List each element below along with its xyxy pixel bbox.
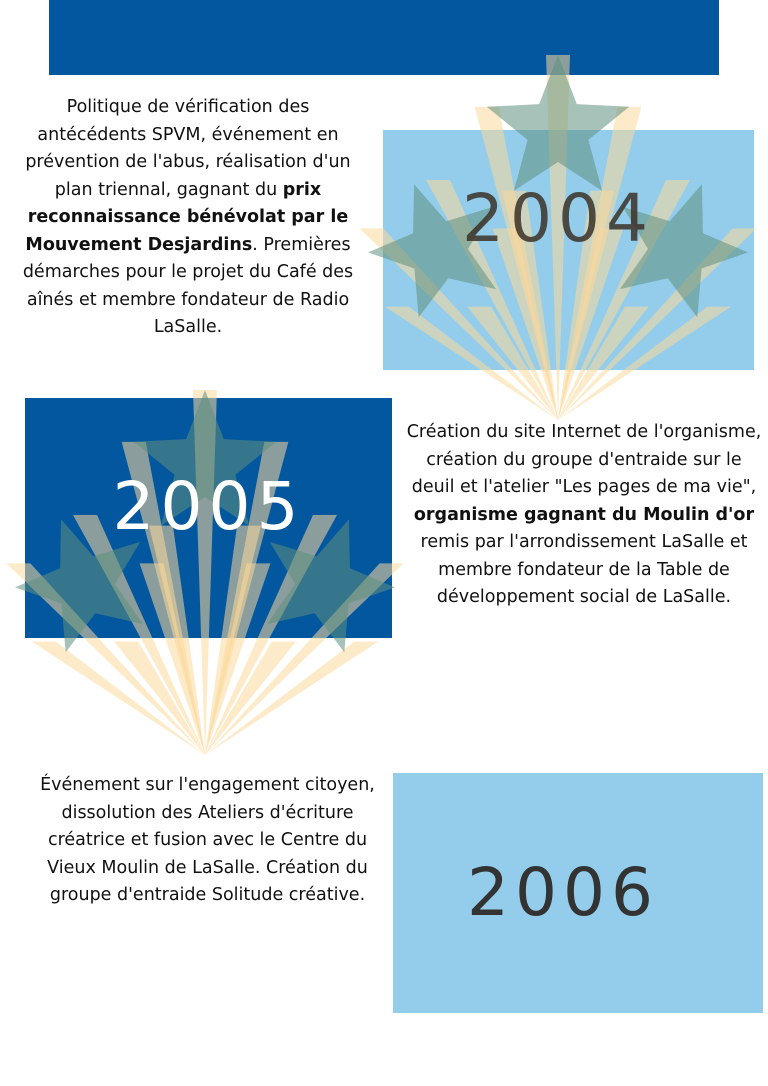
entry-text-run: Création du site Internet de l'organisme, création du groupe d'entraide sur le deuil et l'atelier "Les pages de ma vie", <box>406 422 762 497</box>
year-label-2006: 2006 <box>467 854 659 931</box>
entry-bold-text: organisme gagnant du Moulin d'or <box>413 504 755 525</box>
entry-text-2005 <box>404 419 764 612</box>
entry-bold-text: prix reconnaissance bénévolat par le Mouvement Desjardins <box>25 179 349 255</box>
entry-text-run: remis par l'arrondissement LaSalle et membre fondateur de la Table de développement social de LaSalle. <box>420 532 748 607</box>
entry-text-2006 <box>30 772 385 910</box>
entry-text-run: Politique de vérification des antécédents SPVM, événement en prévention de l'abus, réalisation d'un plan triennal, gagnant du <box>25 97 351 200</box>
entry-text-2004 <box>10 94 366 342</box>
entry-text-run: . Premières démarches pour le projet du Café des aînés et membre fondateur de Radio LaSalle. <box>22 234 354 337</box>
entry-text-run: Événement sur l'engagement citoyen, dissolution des Ateliers d'écriture créatrice et fusion avec le Centre du Vieux Moulin de LaSalle. Création du groupe d'entraide Solitude créative. <box>40 775 375 905</box>
year-label-2004: 2004 <box>462 180 654 257</box>
year-label-2005: 2005 <box>112 468 305 545</box>
star-burst-2005 <box>30 395 390 765</box>
